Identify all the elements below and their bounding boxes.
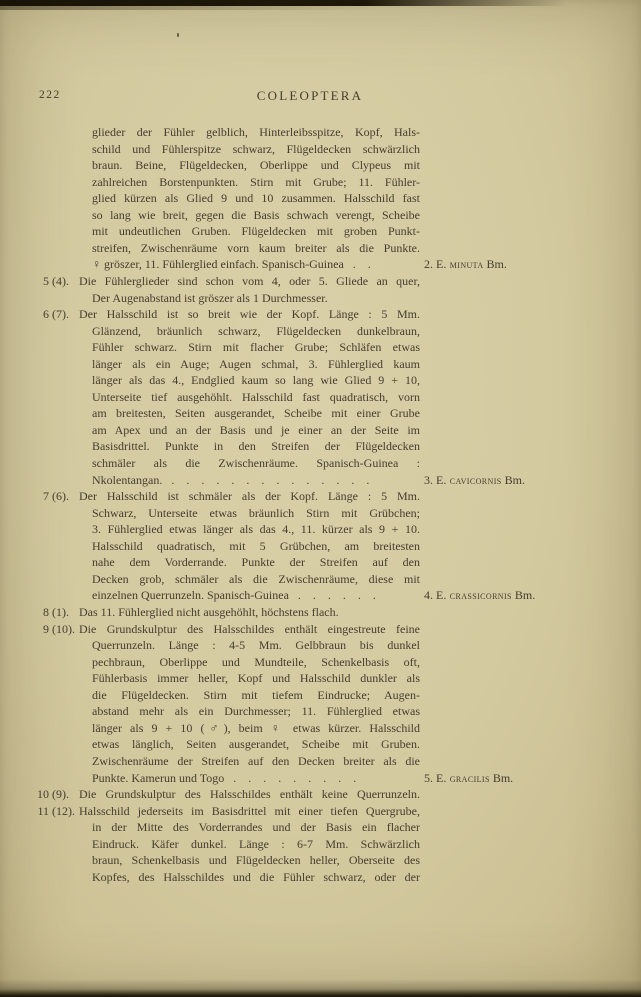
text-line bbox=[0, 521, 641, 538]
page-number: 222 bbox=[39, 89, 61, 101]
text-line bbox=[0, 323, 641, 340]
species-label bbox=[424, 256, 507, 272]
item-number: 6 bbox=[43, 307, 49, 322]
line-text: länger als ein Auge; Augen schmal, 3. Fühlerglied kaum bbox=[92, 356, 420, 371]
species-label bbox=[424, 587, 535, 603]
item-number: 7 bbox=[43, 489, 49, 504]
species-name: gracilis bbox=[446, 770, 490, 785]
line-text: Zwischenräume der Streifen auf den Decken breiter als die bbox=[92, 753, 420, 768]
line-text: Unterseite tief ausgehöhlt. Halsschild fast quadratisch, vorn bbox=[92, 389, 420, 404]
line-text: schild und Fühlerspitze schwarz, Flügeldecken schwärzlich bbox=[92, 141, 420, 156]
scan-shadow-bottom bbox=[0, 979, 641, 997]
running-header: COLEOPTERA bbox=[256, 88, 364, 103]
text-line bbox=[0, 786, 641, 803]
line-text: Der Halsschild ist schmäler als der Kopf. Länge : 5 Mm. bbox=[79, 489, 420, 504]
species-name: crassicornis bbox=[446, 588, 512, 603]
text-line bbox=[0, 438, 641, 455]
text-line bbox=[0, 488, 641, 505]
line-text: am breitesten, Seiten ausgerandet, Scheibe mit einer Grube bbox=[92, 406, 420, 421]
line-text: einzelnen Querrunzeln. Spanisch-Guinea bbox=[92, 588, 289, 603]
item-number: 9 bbox=[43, 621, 49, 636]
line-text: Decken grob, schmäler als die Zwischenräume, diese mit bbox=[92, 571, 420, 586]
text-line bbox=[0, 455, 641, 472]
dot-leader: ......... bbox=[233, 770, 369, 785]
line-text: die Flügeldecken. Stirn mit tiefem Eindrucke; Augen- bbox=[92, 687, 420, 702]
line-text: länger als 9 + 10 (♂), beim ♀ etwas kürzer. Halsschild bbox=[92, 720, 420, 735]
species-name: cavicornis bbox=[446, 472, 502, 487]
text-line bbox=[0, 654, 641, 671]
item-number: 11 bbox=[37, 803, 49, 818]
species-label bbox=[424, 770, 513, 786]
text-line bbox=[0, 174, 641, 191]
line-text: Die Grundskulptur des Halsschildes enthält eingestreute feine bbox=[79, 621, 420, 636]
item-number: 10 bbox=[37, 787, 49, 801]
line-text: streifen, Zwischenräume vorn kaum breiter als die Punkte. bbox=[92, 240, 420, 255]
line-text: am Apex und an der Basis und je einer an der Seite im bbox=[92, 422, 420, 437]
line-text: etwas länglich, Seiten ausgerandet, Scheibe mit Gruben. bbox=[92, 737, 420, 752]
item-crossref: (7). bbox=[52, 307, 69, 322]
text-line bbox=[0, 637, 641, 654]
species-author: Bm. bbox=[501, 472, 525, 487]
item-crossref: (9). bbox=[52, 787, 69, 801]
species-genus: E. bbox=[433, 472, 447, 487]
text-line bbox=[0, 356, 641, 373]
line-text: pechbraun, Oberlippe und Mundteile, Schenkelbasis oft, bbox=[92, 654, 420, 669]
text-line bbox=[0, 290, 641, 307]
line-text: ♀ gröszer, 11. Fühlerglied einfach. Spanisch-Guinea bbox=[92, 257, 344, 272]
line-text: schmäler als die Zwischenräume. Spanisch-Guinea : bbox=[92, 456, 420, 470]
text-line bbox=[0, 505, 641, 522]
line-text: Der Halsschild ist so breit wie der Kopf. Länge : 5 Mm. bbox=[79, 307, 420, 322]
text-line bbox=[0, 836, 641, 853]
text-line bbox=[0, 207, 641, 224]
species-number: 3. bbox=[424, 472, 433, 487]
line-text: Nkolentangan. bbox=[92, 472, 163, 487]
text-line bbox=[0, 670, 641, 687]
text-line bbox=[0, 157, 641, 174]
text-line bbox=[0, 720, 641, 737]
line-text: zahlreichen Borstenpunkten. Stirn mit Grube; 11. Fühler- bbox=[92, 174, 420, 189]
line-text: Fühler schwarz. Stirn mit flacher Grube; Schläfen etwas bbox=[92, 340, 420, 355]
text-line bbox=[0, 703, 641, 720]
line-text: Punkte. Kamerun und Togo bbox=[92, 770, 225, 785]
line-text: in der Mitte des Vorderrandes und der Basis ein flacher bbox=[92, 820, 420, 835]
dot-leader: .. bbox=[352, 257, 383, 272]
line-text: braun, Schenkelbasis und Flügeldecken heller, Oberseite des bbox=[92, 853, 420, 868]
line-text: Schwarz, Unterseite etwas bräunlich Stirn mit Grübchen; bbox=[92, 505, 420, 520]
text-line bbox=[0, 587, 641, 604]
text-line bbox=[0, 869, 641, 886]
text-line bbox=[0, 852, 641, 869]
text-line bbox=[0, 736, 641, 753]
line-text: Die Grundskulptur des Halsschildes enthält keine Querrunzeln. bbox=[79, 787, 420, 801]
text-line bbox=[0, 124, 641, 141]
text-line bbox=[0, 604, 641, 621]
text-line bbox=[0, 472, 641, 489]
line-text: mit undeutlichen Gruben. Flügeldecken mit groben Punkt- bbox=[92, 224, 420, 239]
species-number: 5. bbox=[424, 770, 433, 785]
text-line bbox=[0, 819, 641, 836]
text-line bbox=[0, 687, 641, 704]
item-crossref: (10). bbox=[52, 621, 75, 636]
item-number: 8 bbox=[43, 605, 49, 619]
text-line bbox=[0, 770, 641, 787]
species-genus: E. bbox=[433, 588, 447, 603]
species-number: 4. bbox=[424, 588, 433, 603]
dot-leader: ...... bbox=[297, 588, 388, 603]
line-text: Fühlerbasis immer heller, Kopf und Halsschild dunkler als bbox=[92, 671, 420, 686]
line-text: Querrunzeln. Länge : 4-5 Mm. Gelbbraun bis dunkel bbox=[92, 638, 420, 653]
item-crossref: (6). bbox=[52, 489, 69, 504]
species-label bbox=[424, 472, 525, 488]
text-line bbox=[0, 621, 641, 638]
text-line bbox=[0, 389, 641, 406]
dot-leader: .............. bbox=[171, 472, 382, 487]
species-author: Bm. bbox=[489, 770, 514, 785]
line-text: Die Fühlerglieder sind schon vom 4, oder 5. Gliede an quer, bbox=[79, 274, 420, 288]
species-number: 2. bbox=[424, 257, 433, 272]
line-text: nahe dem Vorderrande. Punkte der Streifen auf den bbox=[92, 555, 420, 570]
text-line bbox=[0, 306, 641, 323]
text-line bbox=[0, 571, 641, 588]
line-text: Halsschild quadratisch, mit 5 Grübchen, am breitesten bbox=[92, 538, 420, 553]
item-number: 5 bbox=[43, 274, 49, 288]
text-line bbox=[0, 223, 641, 240]
item-crossref: (4). bbox=[52, 274, 69, 288]
text-line bbox=[0, 554, 641, 571]
line-text: braun. Beine, Flügeldecken, Oberlippe und Clypeus mit bbox=[92, 158, 420, 173]
line-text: Kopfes, des Halsschildes und die Fühler schwarz, oder der bbox=[92, 869, 420, 884]
line-text: so lang wie breit, gegen die Basis schwach verengt, Scheibe bbox=[92, 207, 420, 222]
text-line bbox=[0, 372, 641, 389]
text-line bbox=[0, 538, 641, 555]
text-line bbox=[0, 190, 641, 207]
line-text: 3. Fühlerglied etwas länger als das 4., 11. kürzer als 9 + 10. bbox=[92, 522, 420, 537]
text-line bbox=[0, 240, 641, 257]
text-line bbox=[0, 339, 641, 356]
item-crossref: (1). bbox=[52, 605, 69, 619]
line-text: Glänzend, bräunlich schwarz, Flügeldecken dunkelbraun, bbox=[92, 323, 420, 338]
line-text: Der Augenabstand ist gröszer als 1 Durchmesser. bbox=[92, 290, 328, 305]
text-line bbox=[0, 753, 641, 770]
line-text: länger als das 4., Endglied kaum so lang wie Glied 9 + 10, bbox=[92, 373, 420, 388]
item-crossref: (12). bbox=[52, 803, 75, 818]
line-text: Das 11. Fühlerglied nicht ausgehöhlt, höchstens flach. bbox=[79, 605, 339, 619]
line-text: abstand mehr als ein Durchmesser; 11. Fühlerglied etwas bbox=[92, 704, 420, 719]
line-text: Halsschild jederseits im Basisdrittel mit einer tiefen Quergrube, bbox=[79, 803, 420, 818]
line-text: glieder der Fühler gelblich, Hinterleibsspitze, Kopf, Hals- bbox=[92, 125, 420, 139]
text-line bbox=[0, 405, 641, 422]
text-line bbox=[0, 141, 641, 158]
text-line bbox=[0, 803, 641, 820]
line-text: Basisdrittel. Punkte in den Streifen der Flügeldecken bbox=[92, 439, 420, 454]
line-text: glied kürzen als Glied 9 und 10 zusammen. Halsschild fast bbox=[92, 191, 420, 206]
text-line bbox=[0, 422, 641, 439]
species-author: Bm. bbox=[511, 588, 536, 603]
line-text: Eindruck. Käfer dunkel. Länge : 6-7 Mm. Schwärzlich bbox=[92, 836, 420, 851]
species-genus: E. bbox=[433, 770, 447, 785]
species-genus: E. bbox=[433, 257, 447, 272]
text-line bbox=[0, 273, 641, 290]
species-name: minuta bbox=[446, 257, 484, 272]
species-author: Bm. bbox=[483, 257, 507, 272]
text-line bbox=[0, 256, 641, 273]
